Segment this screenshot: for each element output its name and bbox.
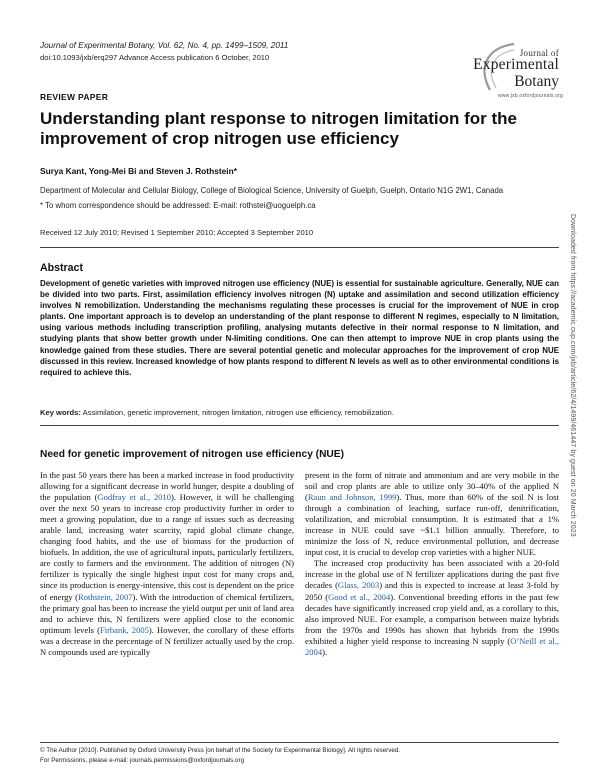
permissions-note: For Permissions, please e-mail: journals.permissions@oxfordjournals.org (40, 757, 245, 764)
abstract-heading: Abstract (40, 262, 83, 274)
logo-text-experimental: Experimental (473, 56, 559, 73)
article-type: REVIEW PAPER (40, 92, 109, 102)
text-run: present in the form of nitrate and ammonium and are very mobile in the soil and crop plants are able to utilize only 30–40% of the applied N ( (305, 470, 559, 503)
doi-line: doi:10.1093/jxb/erq297 Advance Access publication 6 October, 2010 (40, 53, 270, 62)
correspondence-note: * To whom correspondence should be addressed: E-mail: rothstei@uoguelph.ca (40, 201, 316, 210)
citation-link[interactable]: Glass, 2003 (337, 580, 380, 591)
citation-link[interactable]: Raun and Johnson, 1999 (307, 492, 397, 503)
divider-top (40, 247, 559, 248)
text-run: ) and this is expected to increase at least 3-fold by 2050 ( (305, 580, 559, 602)
article-title: Understanding plant response to nitrogen limitation for the improvement of crop nitrogen use efficiency (40, 109, 517, 148)
logo-text-journal-of: Journal of (519, 48, 559, 58)
affiliation: Department of Molecular and Cellular Biology, College of Biological Science, University of Guelph, Guelph, Ontario N1G 2W1, Canada (40, 186, 504, 195)
citation-link[interactable]: O’Neill et al., 2004 (305, 635, 559, 657)
text-run: In the past 50 years there has been a marked increase in food productivity allowing for a significant decrease in world hunger, despite a doubling of the population ( (40, 470, 294, 503)
journal-logo[interactable] (448, 28, 563, 100)
keywords-label: Key words: (40, 408, 81, 417)
divider-keywords (40, 425, 559, 426)
paragraph (305, 470, 559, 558)
download-watermark (569, 214, 588, 734)
citation-link[interactable]: Godfray et al., 2010 (97, 492, 171, 503)
text-run: ). Conventional breeding efforts in the past few decades have significantly increased crop yield and, as a corollary to this, also improved NUE. For example, a comparison between maize hybrids from the 1970s and 1990s has shown that hybrids from the 1990s exhibited a higher yield response to increasing N supply ( (305, 591, 560, 646)
body-column-left (40, 470, 294, 658)
received-dates: Received 12 July 2010; Revised 1 September 2010; Accepted 3 September 2010 (40, 228, 314, 237)
text-run: ). Thus, more than 60% of the soil N is lost through a combination of leaching, surface run-off, denitrification, volatilization, and microbial consumption. It is estimated that a 1% increase in NUE could save ~$1.1 billion annually. Therefore, to minimize the loss of N, reduce environmental pollution, and decrease input cost, it is crucial to develop crop varieties with a higher NUE. (305, 492, 559, 558)
paragraph (40, 470, 294, 658)
download-watermark-text: Downloaded from https://academic.oup.com/jxb/article/62/4/1499/461447 by guest on 20 March 2023 (569, 214, 576, 537)
text-run: The increased crop productivity has been associated with a 20-fold increase in the global use of N fertilizer applications during the past five decades ( (305, 558, 559, 591)
citation-link[interactable]: Rothstein, 2007 (78, 591, 133, 602)
abstract-text: Development of genetic varieties with improved nitrogen use efficiency (NUE) is essential for sustainable agriculture. Generally, NUE can be divided into two parts. First, assimilation efficiency involves nitrogen (N) uptake and assimilation and second utilization efficiency involves N remobilization. Understanding the mechanisms regulating these processes is crucial for the improvement of NUE in crop plants. One important approach is to develop an understanding of the plant response to different N regimes, especially to N limitation, using various methods including transcription profiling, analysing mutants defective in their normal response to N limitation, and studying plants that show better growth under N-limiting conditions. One can then attempt to improve NUE in crop plants using the knowledge gained from these studies. There are several potential genetic and molecular approaches for the improvement of crop NUE discussed in this review. Increased knowledge of how plants respond to different N levels as well as to other environmental conditions is required to achieve this. (40, 279, 559, 377)
text-run: ). (322, 646, 328, 657)
journal-citation: Journal of Experimental Botany, Vol. 62, No. 4, pp. 1499–1509, 2011 (40, 41, 289, 50)
author-list: Surya Kant, Yong-Mei Bi and Steven J. Rothstein* (40, 166, 237, 176)
citation-link[interactable]: Firbank, 2005 (99, 624, 149, 635)
citation-link[interactable]: Good et al., 2004 (328, 591, 391, 602)
copyright-note: © The Author [2010]. Published by Oxford University Press [on behalf of the Society for Experimental Biology]. All rights reserved. (40, 747, 401, 754)
text-run: ). However, the corollary of these efforts was a decrease in the percentage of N fertilizer actually used by the crop. N compounds used are typically (40, 624, 294, 657)
body-column-right (305, 470, 559, 658)
section-heading: Need for genetic improvement of nitrogen use efficiency (NUE) (40, 449, 344, 460)
paragraph (305, 558, 559, 657)
text-run: ). However, it will be challenging over the next 50 years to increase crop productivity further in order to meet a growing population, due to a range of issues such as decreasing arable land, increasing water scarcity, rapid global climate change, changing food habits, and the use of biomass for the production of biofuels. In addition, the use of agricultural inputs, particularly fertilizers, are costly to farmers and the environment. The addition of nitrogen (N) fertilizer is typically the single highest input cost for many crops and, since its production is energy-intensive, this cost is dependent on the price of energy ( (40, 492, 294, 602)
logo-url: www.jxb.oxfordjournals.org (498, 93, 563, 99)
logo-text-botany: Botany (514, 73, 559, 90)
divider-footer (40, 742, 559, 743)
keywords (40, 408, 559, 417)
text-run: ). With the introduction of chemical fertilizers, the primary goal has been to increase the yield output per unit of land area and to achieve this, N fertilizers were applied close to the economic optimum levels ( (40, 591, 294, 635)
keywords-text: Assimilation, genetic improvement, nitrogen limitation, nitrogen use efficiency, remobilization. (82, 408, 394, 417)
